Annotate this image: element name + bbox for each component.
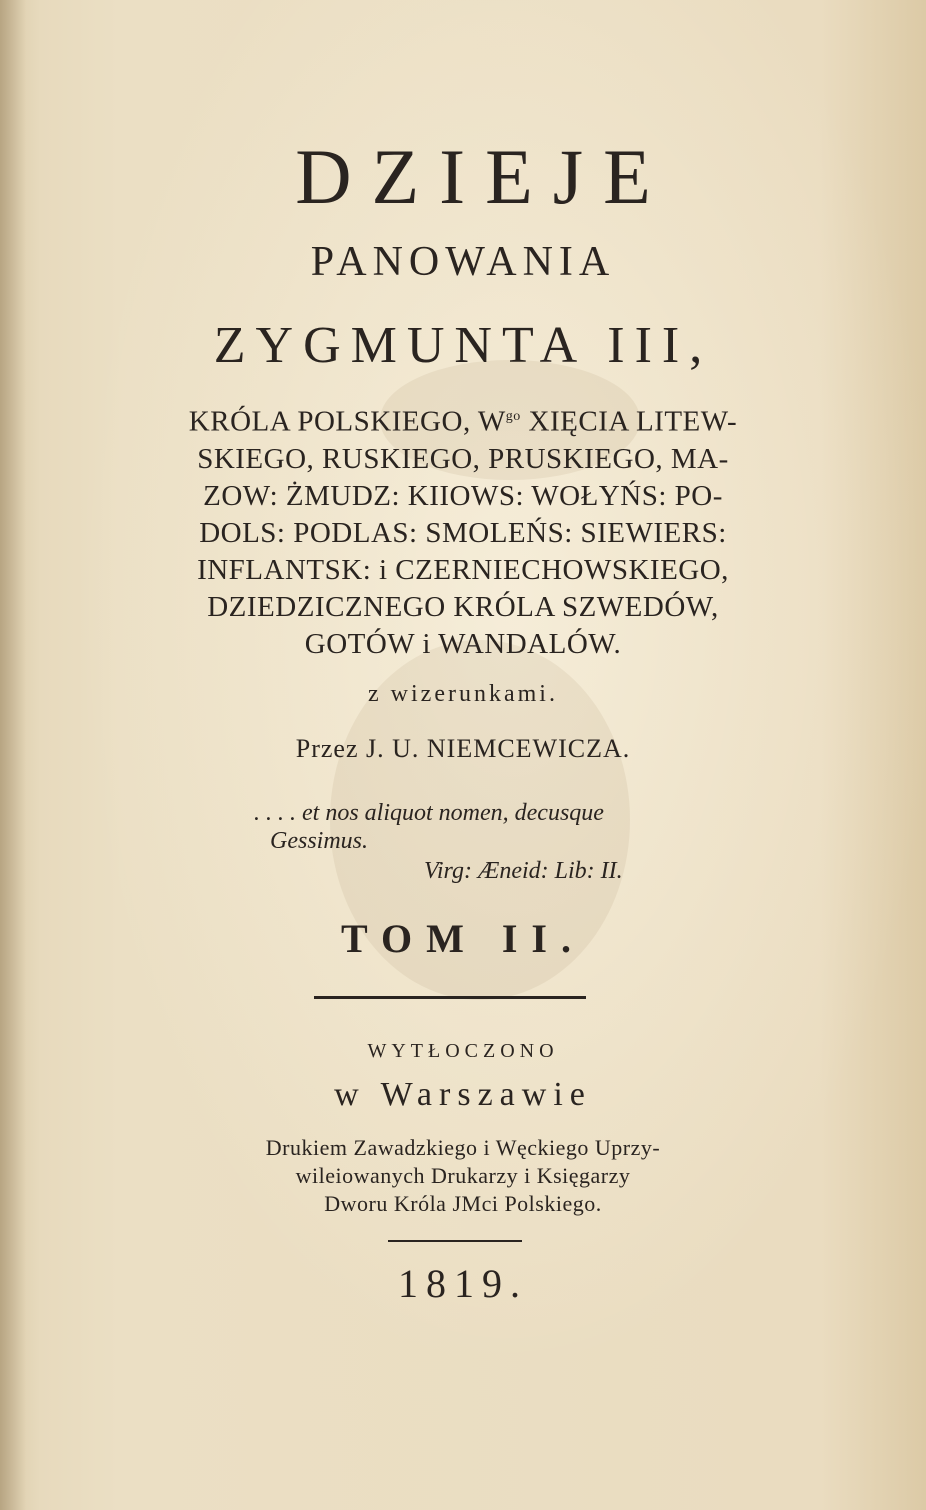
royal-titles-line: INFLANTSK: i CZERNIECHOWSKIEGO,: [197, 553, 729, 586]
royal-titles-line: DOLS: PODLAS: SMOLEŃS: SIEWIERS:: [199, 516, 727, 549]
printed-label: WYTŁOCZONO: [367, 1040, 559, 1062]
printer-line: wileiowanych Drukarzy i Księgarzy: [295, 1163, 631, 1188]
royal-titles-line: SKIEGO, RUSKIEGO, PRUSKIEGO, MA-: [197, 442, 729, 475]
royal-titles-line: ZOW: ŻMUDZ: KIIOWS: WOŁYŃS: PO-: [203, 479, 723, 512]
divider-rule-short: [388, 1240, 522, 1242]
printer-line: Drukiem Zawadzkiego i Węckiego Uprzy-: [265, 1135, 661, 1160]
publication-year: 1819.: [398, 1261, 528, 1306]
epigraph-line-2: Gessimus.: [270, 828, 369, 854]
volume-label: TOM II.: [341, 916, 585, 961]
printer-imprint: [0, 1134, 926, 1218]
royal-titles-line: GOTÓW i WANDALÓW.: [304, 627, 622, 660]
epigraph-source: Virg: Æneid: Lib: II.: [424, 858, 623, 884]
printer-line: Dworu Króla JMci Polskiego.: [324, 1191, 602, 1216]
place-of-printing: w Warszawie: [334, 1076, 592, 1113]
royal-titles: [0, 398, 926, 663]
title-panowania: PANOWANIA: [310, 239, 616, 285]
divider-rule: [314, 996, 586, 999]
title-zygmunta: ZYGMUNTA III,: [213, 317, 713, 374]
royal-titles-line: DZIEDZICZNEGO KRÓLA SZWEDÓW,: [207, 590, 719, 623]
epigraph-line-1: . . . . et nos aliquot nomen, decusque: [254, 800, 604, 826]
royal-titles-line: KRÓLA POLSKIEGO, $W^{go}$ XIĘCIA LITEW-: [188, 405, 738, 438]
title-dzieje: DZIEJE: [295, 133, 671, 220]
illustrations-note: z wizerunkami.: [368, 681, 558, 707]
author-line: Przez J. U. NIEMCEWICZA.: [295, 734, 631, 763]
